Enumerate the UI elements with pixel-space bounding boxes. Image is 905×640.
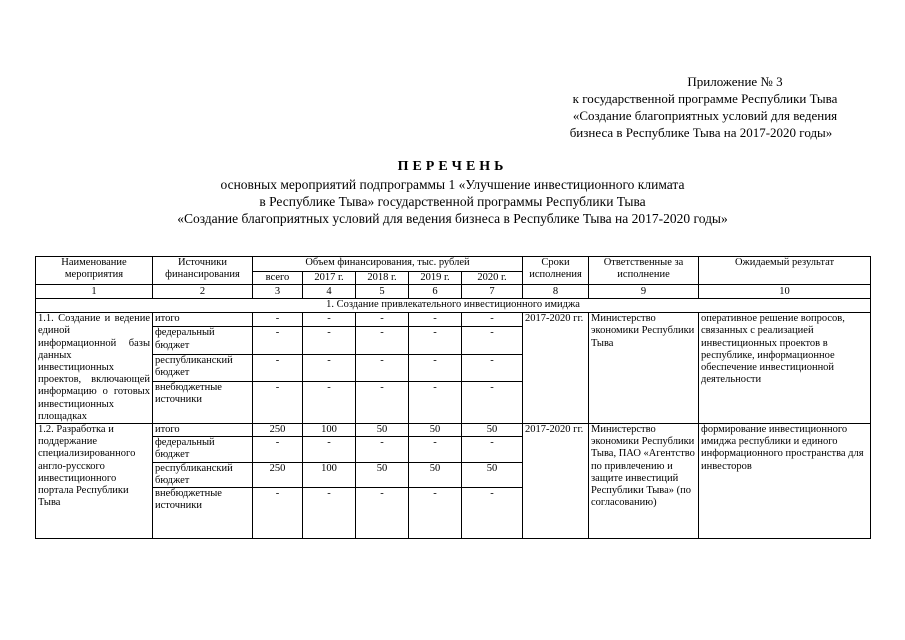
value-cell: -	[253, 488, 303, 539]
value-cell: -	[409, 381, 462, 423]
value-cell: -	[356, 488, 409, 539]
value-cell: -	[356, 313, 409, 327]
header-terms: Сроки исполнения	[523, 257, 589, 285]
source-cell: итого	[153, 424, 253, 437]
header-2019: 2019 г.	[409, 272, 462, 285]
appendix-line-3: «Создание благоприятных условий для ведения	[572, 108, 838, 123]
column-number: 7	[462, 285, 523, 299]
result-cell: формирование инвестиционного имиджа республики и единого информационного пространства для инвесторов	[699, 424, 871, 539]
value-cell: -	[462, 313, 523, 327]
value-cell: 50	[409, 424, 462, 437]
title-line-1: основных мероприятий подпрограммы 1 «Улучшение инвестиционного климата	[220, 177, 685, 192]
column-number: 4	[303, 285, 356, 299]
document-title	[0, 158, 905, 227]
appendix-note	[540, 73, 870, 141]
section-row	[36, 299, 871, 313]
source-cell: внебюджетные источники	[153, 488, 253, 539]
value-cell: -	[303, 327, 356, 354]
header-sources: Источники финансирования	[153, 257, 253, 285]
value-cell: -	[303, 313, 356, 327]
value-cell: -	[409, 354, 462, 381]
activity-name: 1.1. Создание и ведение единой информационной базы данных инвестиционных проектов, включающей информацию о готовых инвестиционных площадках	[36, 313, 153, 424]
column-number: 5	[356, 285, 409, 299]
value-cell: -	[409, 437, 462, 462]
table-row	[36, 424, 871, 437]
column-number: 9	[589, 285, 699, 299]
value-cell: -	[409, 488, 462, 539]
value-cell: -	[303, 488, 356, 539]
value-cell: 50	[462, 462, 523, 487]
header-2020: 2020 г.	[462, 272, 523, 285]
column-number: 6	[409, 285, 462, 299]
value-cell: -	[462, 488, 523, 539]
header-2018: 2018 г.	[356, 272, 409, 285]
header-row	[36, 257, 871, 272]
value-cell: -	[409, 327, 462, 354]
value-cell: 250	[253, 462, 303, 487]
source-cell: федеральный бюджет	[153, 327, 253, 354]
value-cell: -	[462, 327, 523, 354]
source-cell: федеральный бюджет	[153, 437, 253, 462]
column-number: 2	[153, 285, 253, 299]
column-number: 10	[699, 285, 871, 299]
value-cell: -	[462, 381, 523, 423]
value-cell: -	[356, 381, 409, 423]
value-cell: 50	[356, 462, 409, 487]
column-number-row	[36, 285, 871, 299]
header-result: Ожидаемый результат	[699, 257, 871, 285]
activities-table	[35, 256, 871, 539]
column-number: 1	[36, 285, 153, 299]
value-cell: -	[303, 381, 356, 423]
terms-cell: 2017-2020 гг.	[523, 313, 589, 424]
table-row	[36, 313, 871, 327]
title-line-3: «Создание благоприятных условий для ведения бизнеса в Республике Тыва на 2017-2020 годы»	[177, 211, 728, 226]
value-cell: -	[356, 437, 409, 462]
value-cell: 50	[409, 462, 462, 487]
value-cell: -	[356, 354, 409, 381]
appendix-line-2: к государственной программе Республики Тыва	[572, 91, 838, 106]
section-title: 1. Создание привлекательного инвестиционного имиджа	[36, 299, 871, 313]
column-number: 3	[253, 285, 303, 299]
header-responsible: Ответственные за исполнение	[589, 257, 699, 285]
value-cell: 100	[303, 424, 356, 437]
header-volume: Объем финансирования, тыс. рублей	[253, 257, 523, 272]
source-cell: внебюджетные источники	[153, 381, 253, 423]
value-cell: 50	[462, 424, 523, 437]
value-cell: -	[303, 437, 356, 462]
value-cell: -	[356, 327, 409, 354]
column-number: 8	[523, 285, 589, 299]
responsible-cell: Министерство экономики Республики Тыва, ПАО «Агентство по привлечению и защите инвестиций Республики Тыва» (по согласованию)	[589, 424, 699, 539]
source-cell: итого	[153, 313, 253, 327]
source-cell: республиканский бюджет	[153, 462, 253, 487]
value-cell: -	[253, 381, 303, 423]
value-cell: 50	[356, 424, 409, 437]
header-total: всего	[253, 272, 303, 285]
value-cell: -	[253, 354, 303, 381]
header-name: Наименование мероприятия	[36, 257, 153, 285]
value-cell: -	[462, 354, 523, 381]
value-cell: -	[253, 327, 303, 354]
value-cell: -	[253, 313, 303, 327]
result-cell: оперативное решение вопросов, связанных с реализацией инвестиционных проектов в республике, информационное обеспечение инвестиционной деятельности	[699, 313, 871, 424]
value-cell: -	[253, 437, 303, 462]
header-2017: 2017 г.	[303, 272, 356, 285]
title-heading: ПЕРЕЧЕНЬ	[397, 159, 508, 174]
responsible-cell: Министерство экономики Республики Тыва	[589, 313, 699, 424]
appendix-line-1: Приложение № 3	[687, 74, 783, 89]
terms-cell: 2017-2020 гг.	[523, 424, 589, 539]
value-cell: 250	[253, 424, 303, 437]
title-line-2: в Республике Тыва» государственной программы Республики Тыва	[259, 194, 646, 209]
value-cell: -	[409, 313, 462, 327]
appendix-line-4: бизнеса в Республике Тыва на 2017-2020 годы»	[569, 125, 833, 140]
source-cell: республиканский бюджет	[153, 354, 253, 381]
value-cell: 100	[303, 462, 356, 487]
activity-name: 1.2. Разработка и поддержание специализированного англо-русского инвестиционного портала Республики Тыва	[36, 424, 153, 539]
value-cell: -	[303, 354, 356, 381]
value-cell: -	[462, 437, 523, 462]
